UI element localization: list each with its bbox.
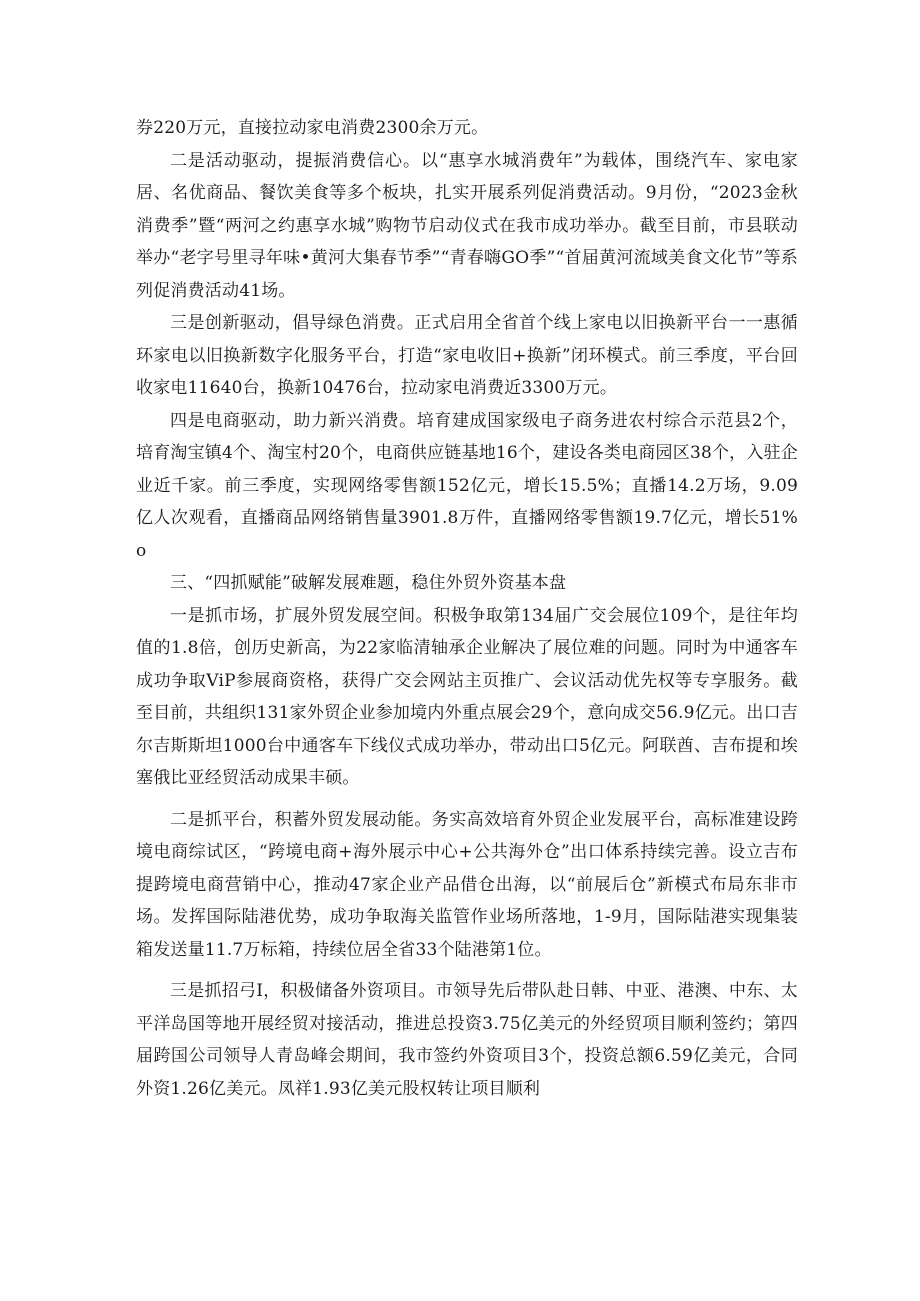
paragraph-continuation: 券220万元，直接拉动家电消费2300余万元。 [136,118,489,138]
paragraph-investment: 三是抓招弓I，积极储备外资项目。市领导先后带队赴日韩、中亚、港澳、中东、太平洋岛国等地开展经贸对接活动，推进总投资3.75亿美元的外经贸项目顺利签约；第四届跨国公司领导人青岛峰会期间，我市签约外资项目3个，投资总额6.59亿美元，合同外资1.26亿美元。凤祥1.93亿美元股权转让项目顺利 [136,981,798,1099]
section-heading-foreign-trade: 三、“四抓赋能”破解发展难题，稳住外贸外资基本盘 [170,573,567,593]
paragraph-activity-driven: 二是活动驱动，提振消费信心。以“惠享水城消费年”为载体，围绕汽车、家电家居、名优商品、餐饮美食等多个板块，扎实开展系列促消费活动。9月份，“2023金秋消费季”暨“两河之约惠享水城”购物节启动仪式在我市成功举办。截至目前，市县联动举办“老字号里寻年味•黄河大集春节季”“青春嗨GO季”“首届黄河流域美食文化节”等系列促消费活动41场。 [136,150,798,301]
paragraph-ecommerce-driven: 四是电商驱动，助力新兴消费。培育建成国家级电子商务进农村综合示范县2个，培育淘宝镇4个、淘宝村20个，电商供应链基地16个，建设各类电商园区38个，入驻企业近千家。前三季度，实现网络零售额152亿元，增长15.5%；直播14.2万场，9.09亿人次观看，直播商品网络销售量3901.8万件，直播网络零售额19.7亿元，增长51%o [136,410,798,561]
paragraph-innovation-driven: 三是创新驱动，倡导绿色消费。正式启用全省首个线上家电以旧换新平台一一惠循环家电以旧换新数字化服务平台，打造“家电收旧+换新”闭环模式。前三季度，平台回收家电11640台，换新10476台，拉动家电消费近3300万元。 [136,313,798,398]
paragraph-market: 一是抓市场，扩展外贸发展空间。积极争取第134届广交会展位109个，是往年均值的1.8倍，创历史新高，为22家临清轴承企业解决了展位难的问题。同时为中通客车成功争取ViP参展商资格，获得广交会网站主页推广、会议活动优先权等专享服务。截至目前，共组织131家外贸企业参加境内外重点展会29个，意向成交56.9亿元。出口吉尔吉斯斯坦1000台中通客车下线仪式成功举办，带动出口5亿元。阿联酋、吉布提和埃塞俄比亚经贸活动成果丰硕。 [136,605,798,788]
document-body [136,112,798,1105]
paragraph-platform: 二是抓平台，积蓄外贸发展动能。务实高效培育外贸企业发展平台，高标准建设跨境电商综试区，“跨境电商+海外展示中心+公共海外仓”出口体系持续完善。设立吉布提跨境电商营销中心，推动47家企业产品借仓出海，以“前展后仓”新模式布局东非市场。发挥国际陆港优势，成功争取海关监管作业场所落地，1-9月，国际陆港实现集装箱发送量11.7万标箱，持续位居全省33个陆港第1位。 [136,809,798,960]
